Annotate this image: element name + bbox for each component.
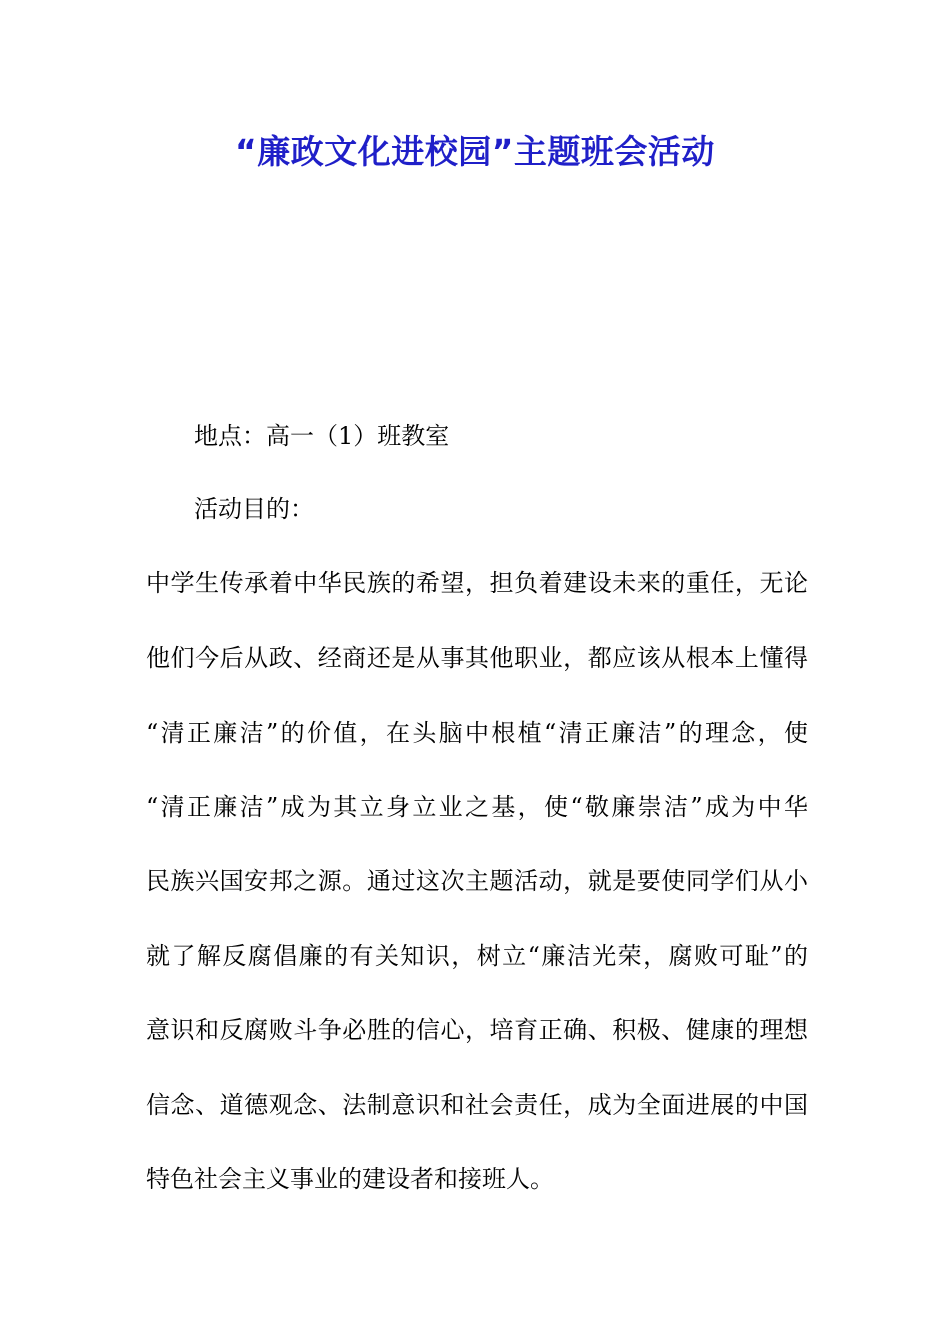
purpose-line: 他们今后从政、经商还是从事其他职业，都应该从根本上懂得 [146, 644, 808, 672]
purpose-line: 中学生传承着中华民族的希望，担负着建设未来的重任，无论 [146, 569, 808, 597]
purpose-line: 特色社会主义事业的建设者和接班人。 [146, 1165, 554, 1193]
purpose-line: 信念、道德观念、法制意识和社会责任，成为全面进展的中国 [146, 1091, 808, 1119]
purpose-line: 民族兴国安邦之源。通过这次主题活动，就是要使同学们从小 [146, 867, 808, 895]
purpose-line: “清正廉洁”成为其立身立业之基，使“敬廉崇洁”成为中华 [146, 793, 808, 821]
purpose-line: “清正廉洁”的价值，在头脑中根植“清正廉洁”的理念，使 [146, 719, 808, 747]
page-title: “廉政文化进校园”主题班会活动 [235, 132, 715, 171]
location-line: 地点：高一（1）班教室 [194, 422, 450, 450]
purpose-line: 就了解反腐倡廉的有关知识，树立“廉洁光荣，腐败可耻”的 [146, 942, 808, 970]
purpose-line: 意识和反腐败斗争必胜的信心，培育正确、积极、健康的理想 [146, 1016, 808, 1044]
purpose-heading: 活动目的： [194, 495, 314, 523]
